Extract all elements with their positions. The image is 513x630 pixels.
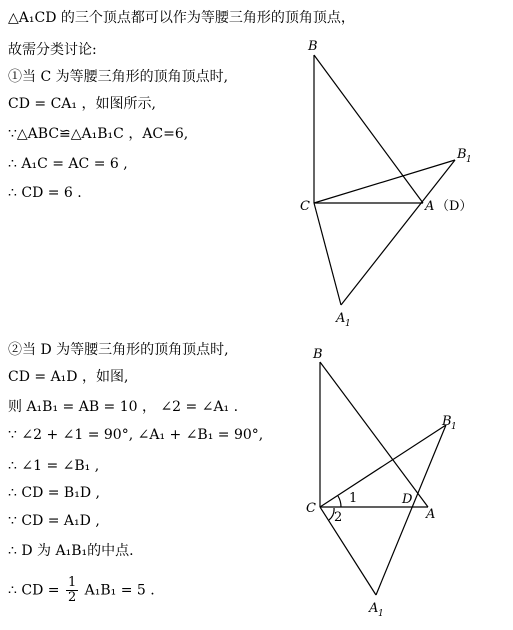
fig2-label-A: A [426, 507, 436, 522]
p1-line-1: △A₁CD 的三个顶点都可以作为等腰三角形的顶角顶点， [8, 10, 355, 26]
fig2-label-C: C [306, 501, 316, 516]
p2-line-2: CD = A₁D ，如图, [8, 369, 129, 385]
fig2-label-A1-sub: 1 [378, 609, 384, 619]
fig1-label-A1: A [336, 311, 346, 326]
fig1-label-D-paren: （D） [436, 199, 473, 214]
fig1-label-B1-sub: 1 [466, 155, 472, 165]
fig2-label-D: D [402, 492, 413, 507]
fraction-numerator: 1 [67, 575, 77, 590]
fig1-segment-BA [314, 55, 423, 203]
fig2-angle-1-arc [338, 496, 341, 507]
p2-line-6: ∴ CD = B₁D , [8, 485, 100, 501]
p1-line-4: CD = CA₁ ，如图所示, [8, 96, 156, 112]
fig1-label-B1: B [457, 147, 467, 162]
fig2-label-B1: B [442, 414, 452, 429]
p2-line-1: ②当 D 为等腰三角形的顶角顶点时, [8, 342, 229, 358]
fig1-label-A1-sub: 1 [345, 319, 351, 329]
fig2-label-B: B [313, 347, 323, 362]
p2-line-9-tail: A₁B₁ = 5 . [84, 582, 155, 599]
fig2-label-B1-sub: 1 [451, 422, 457, 432]
p1-line-3: ①当 C 为等腰三角形的顶角顶点时, [8, 69, 229, 85]
p1-line-5: ∵△ABC≌△A₁B₁C ，AC=6, [8, 126, 189, 142]
p1-line-6: ∴ A₁C = AC = 6 , [8, 156, 128, 172]
p2-line-9-head: ∴ CD = [8, 582, 64, 599]
figure-2 [320, 362, 446, 595]
p1-line-2: 故需分类讨论: [8, 42, 97, 58]
fig2-segment-CA1 [320, 507, 376, 595]
fraction-denominator: 2 [67, 590, 77, 605]
fig2-segment-BA [320, 362, 428, 507]
p2-line-5: ∴ ∠1 = ∠B₁ , [8, 458, 100, 474]
p2-line-4: ∵ ∠2 + ∠1 = 90°, ∠A₁ + ∠B₁ = 90°, [8, 427, 264, 443]
fig1-segment-CB1 [314, 160, 455, 203]
fig1-label-B: B [308, 39, 318, 54]
p2-line-8: ∴ D 为 A₁B₁的中点. [8, 543, 134, 559]
fig2-label-angle-2: 2 [334, 510, 343, 525]
fig2-label-A1: A [369, 601, 379, 616]
p1-line-7: ∴ CD = 6 . [8, 185, 82, 201]
p2-line-7: ∵ CD = A₁D , [8, 513, 100, 529]
fig2-label-angle-1: 1 [349, 491, 358, 506]
fig1-segment-B1A1 [341, 160, 455, 305]
fig1-label-C: C [300, 199, 310, 214]
fig1-label-A: A [425, 199, 435, 214]
p2-line-3: 则 A₁B₁ = AB = 10 ， ∠2 = ∠A₁ . [8, 399, 239, 415]
figure-1 [314, 55, 455, 305]
fig1-segment-CA1 [314, 203, 341, 305]
fig2-segment-CB1 [320, 425, 446, 507]
